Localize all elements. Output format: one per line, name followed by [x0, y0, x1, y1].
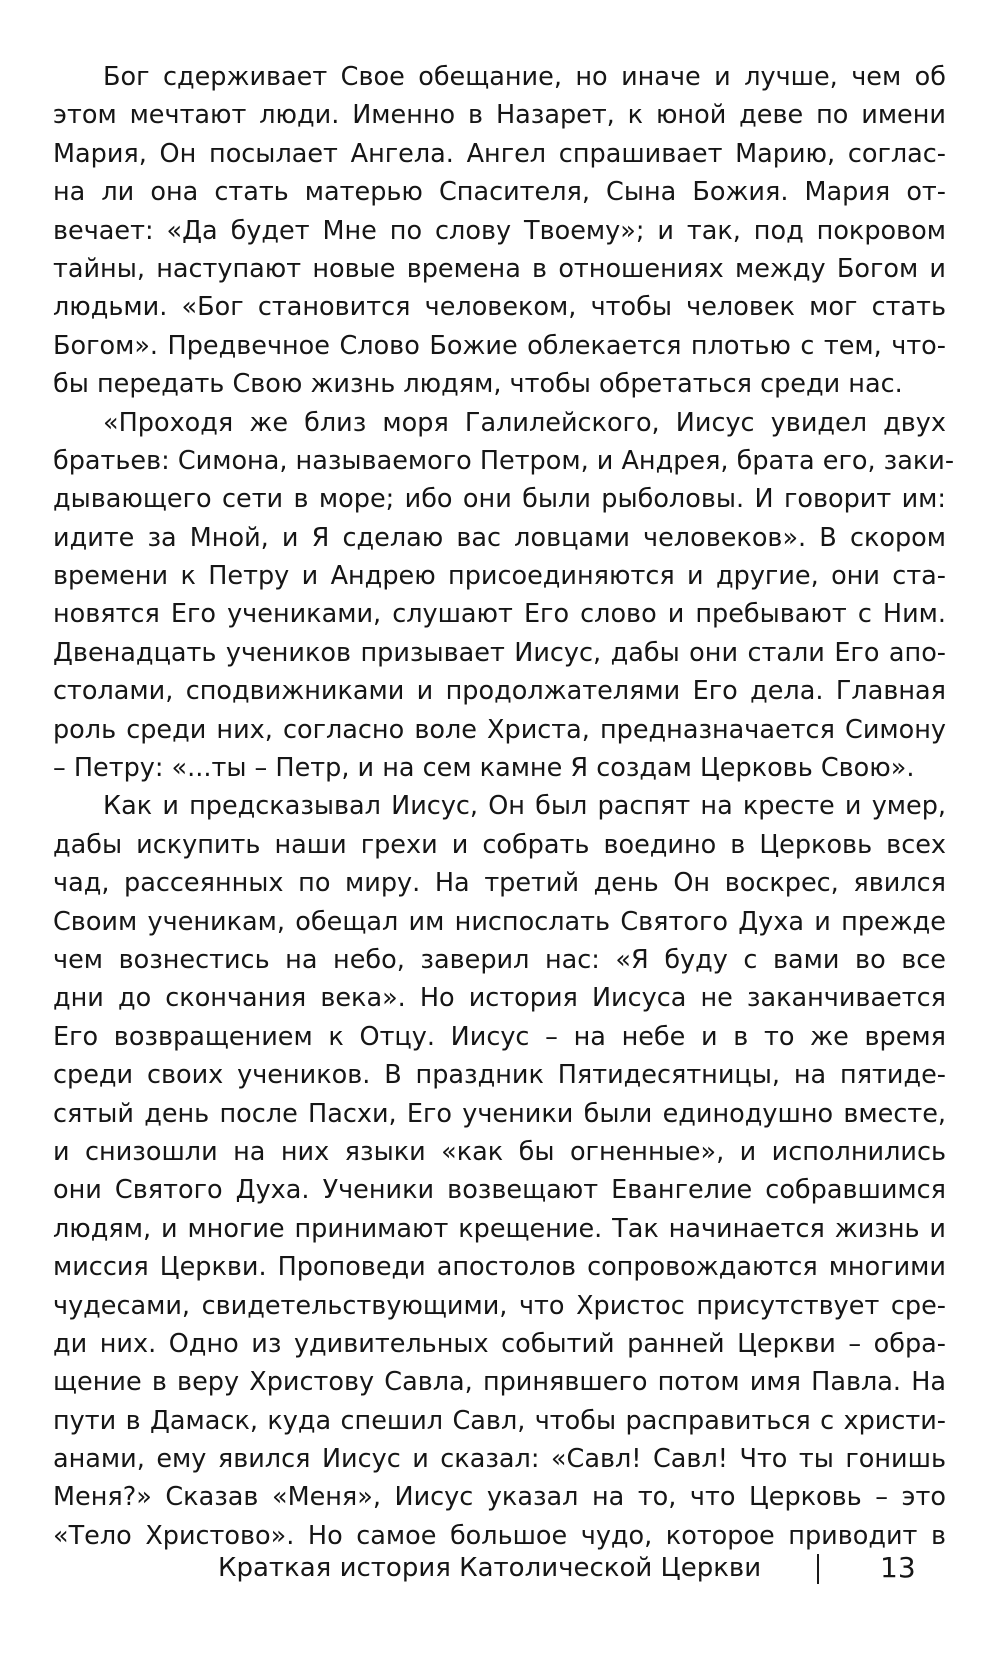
- text-line: дывающего сети в море; ибо они были рыболовы. И говорит им:: [53, 484, 946, 515]
- text-line: тайны, наступают новые времена в отношениях между Богом и: [53, 253, 946, 284]
- text-line: Мария, Он посылает Ангела. Ангел спрашивает Марию, соглас-: [53, 138, 946, 169]
- running-footer-title: Краткая история Католической Церкви: [218, 1553, 762, 1583]
- text-line: чудесами, свидетельствующими, что Христос присутствует сре-: [53, 1290, 946, 1321]
- text-line: братьев: Симона, называемого Петром, и Андрея, брата его, заки-: [53, 445, 955, 476]
- text-line: новятся Его учениками, слушают Его слово и пребывают с Ним.: [53, 599, 946, 630]
- text-line: дни до скончания века». Но история Иисуса не заканчивается: [53, 983, 946, 1014]
- text-line: и снизошли на них языки «как бы огненные», и исполнились: [53, 1136, 946, 1167]
- page-footer: [0, 1548, 1000, 1588]
- text-line: вечает: «Да будет Мне по слову Твоему»; и так, под покровом: [53, 215, 946, 246]
- text-line: пути в Дамаск, куда спешил Савл, чтобы расправиться с христи-: [53, 1405, 946, 1436]
- text-line: «Тело Христово». Но самое большое чудо, которое приводит в: [53, 1520, 946, 1551]
- text-line: столами, сподвижниками и продолжателями Его дела. Главная: [53, 676, 946, 707]
- text-line: идите за Мной, и Я сделаю вас ловцами человеков». В скором: [53, 522, 946, 553]
- text-line: Меня?» Сказав «Меня», Иисус указал на то, что Церковь – это: [53, 1482, 946, 1513]
- text-line: Как и предсказывал Иисус, Он был распят на кресте и умер,: [103, 791, 946, 822]
- text-line: они Святого Духа. Ученики возвещают Евангелие собравшимся: [53, 1175, 946, 1206]
- paragraph: [53, 404, 955, 788]
- paragraph: [53, 787, 946, 1555]
- text-line: чад, рассеянных по миру. На третий день Он воскрес, явился: [53, 868, 946, 899]
- text-line: дабы искупить наши грехи и собрать воедино в Церковь всех: [53, 829, 946, 860]
- text-line: миссия Церкви. Проповеди апостолов сопровождаются многими: [53, 1252, 946, 1283]
- text-line: – Петру: «...ты – Петр, и на сем камне Я создам Церковь Свою».: [53, 753, 915, 784]
- text-line: времени к Петру и Андрею присоединяются и другие, они ста-: [53, 561, 946, 592]
- text-line: Бог сдерживает Свое обещание, но иначе и лучше, чем об: [103, 62, 946, 92]
- text-line: щение в веру Христову Савла, принявшего потом имя Павла. На: [53, 1367, 946, 1398]
- page-body: [53, 58, 955, 1555]
- text-line: чем вознестись на небо, заверил нас: «Я буду с вами во все: [53, 944, 946, 975]
- text-line: Его возвращением к Отцу. Иисус – на небе и в то же время: [53, 1021, 946, 1052]
- text-line: анами, ему явился Иисус и сказал: «Савл! Савл! Что ты гонишь: [53, 1444, 946, 1475]
- page-number: 13: [880, 1551, 916, 1584]
- text-line: ди них. Одно из удивительных событий ранней Церкви – обра-: [53, 1328, 946, 1359]
- text-line: «Проходя же близ моря Галилейского, Иисус увидел двух: [103, 407, 946, 438]
- text-line: этом мечтают люди. Именно в Назарет, к юной деве по имени: [53, 100, 946, 131]
- text-line: Своим ученикам, обещал им ниспослать Святого Духа и прежде: [53, 906, 946, 937]
- text-line: Богом». Предвечное Слово Божие облекается плотью с тем, что-: [53, 330, 946, 361]
- text-line: на ли она стать матерью Спасителя, Сына Божия. Мария от-: [53, 177, 946, 208]
- text-line: людьми. «Бог становится человеком, чтобы человек мог стать: [53, 292, 946, 323]
- text-line: сятый день после Пасхи, Его ученики были единодушно вместе,: [53, 1098, 946, 1129]
- text-line: роль среди них, согласно воле Христа, предназначается Симону: [53, 714, 946, 745]
- footer-divider: [817, 1554, 819, 1584]
- paragraph: [53, 58, 946, 404]
- text-line: бы передать Свою жизнь людям, чтобы обретаться среди нас.: [53, 369, 903, 400]
- text-line: людям, и многие принимают крещение. Так начинается жизнь и: [53, 1213, 946, 1244]
- text-line: Двенадцать учеников призывает Иисус, дабы они стали Его апо-: [53, 637, 946, 668]
- text-line: среди своих учеников. В праздник Пятидесятницы, на пятиде-: [53, 1060, 946, 1091]
